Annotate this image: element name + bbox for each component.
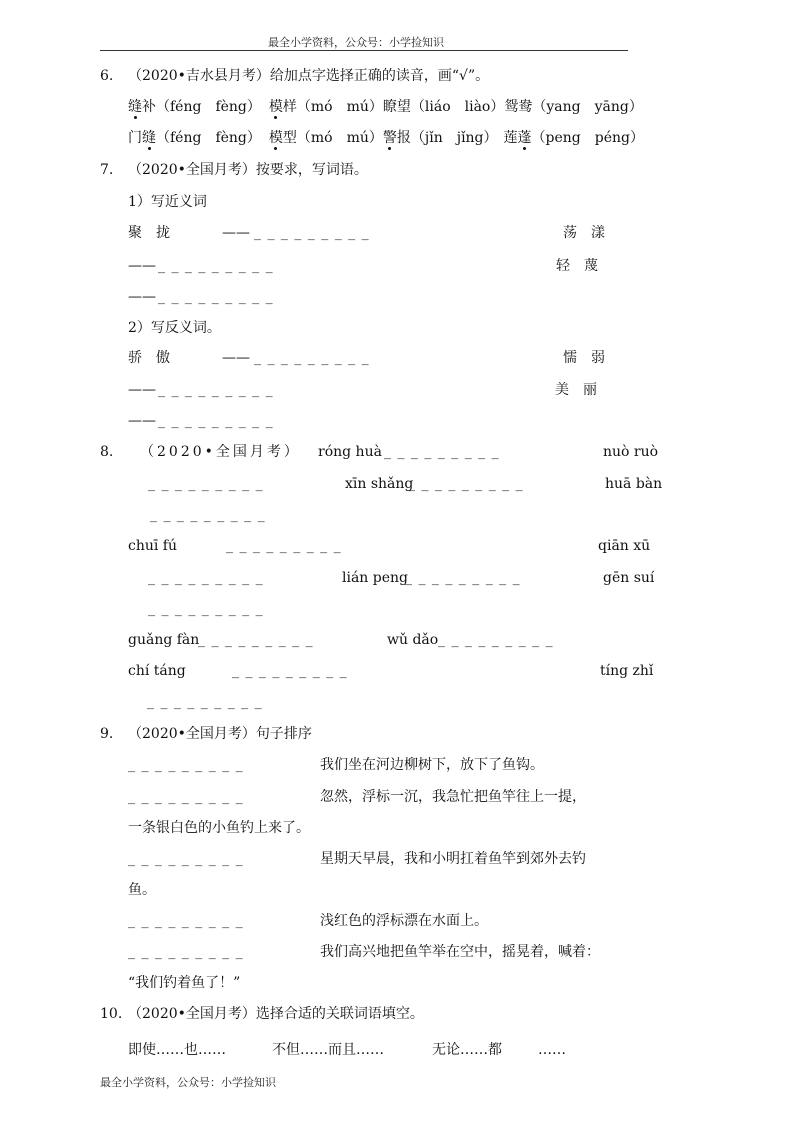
- q7-sub1: 1）写近义词: [128, 194, 207, 210]
- syn-word: 轻 蔑: [556, 258, 598, 274]
- item-rest: 报: [396, 130, 411, 146]
- dash: ——: [128, 289, 156, 305]
- page-footer: 最全小学资料，公众号：小学捡知识: [100, 1076, 276, 1089]
- dotted-char: 警: [382, 130, 397, 146]
- answer-blank[interactable]: _ _ _ _ _ _ _ _ _: [438, 632, 554, 648]
- q7-number: 7.: [100, 162, 114, 178]
- pinyin-word: gēn suí: [603, 570, 655, 586]
- sentence-cont: “我们钓着鱼了！”: [128, 975, 241, 991]
- q6-row1: [128, 97, 643, 117]
- dotted-char: 缝: [128, 99, 142, 115]
- ant-word: 骄 傲: [128, 350, 170, 366]
- ant-word: 美 丽: [555, 382, 597, 398]
- answer-blank[interactable]: _ _ _ _ _ _ _ _ _: [158, 258, 274, 274]
- q6-item: [128, 128, 261, 148]
- q8-stem: （2020•全国月考）: [140, 444, 301, 460]
- q6-item: [128, 97, 261, 117]
- answer-blank[interactable]: _ _ _ _ _ _ _ _ _: [148, 570, 264, 586]
- answer-blank[interactable]: _ _ _ _ _ _ _ _ _: [254, 350, 370, 366]
- pinyin-word: qiān xū: [598, 538, 651, 554]
- sentence: 我们坐在河边柳树下，放下了鱼钩。: [320, 757, 544, 773]
- q9-stem: （2020•全国月考）句子排序: [128, 726, 312, 742]
- page-header: 最全小学资料，公众号：小学捡知识: [268, 36, 444, 49]
- pinyin-word: chí táng: [128, 663, 186, 679]
- q6-row2: [128, 128, 644, 148]
- q6-number: 6.: [100, 68, 114, 84]
- pinyin-word: wǔ dǎo: [387, 632, 439, 648]
- pinyin-word: nuò ruò: [603, 444, 659, 460]
- item-prefix: 门: [128, 130, 142, 146]
- pinyin-word: huā bàn: [605, 476, 663, 492]
- pinyin-word: tíng zhǐ: [600, 663, 654, 679]
- ant-word: 懦 弱: [563, 350, 605, 366]
- q10-stem: （2020•全国月考）选择合适的关联词语填空。: [128, 1006, 424, 1022]
- dotted-char: 模: [268, 130, 283, 146]
- answer-blank[interactable]: _ _ _ _ _ _ _ _ _: [147, 694, 263, 710]
- pinyin-options: （mó mú）: [296, 130, 383, 146]
- q8-number: 8.: [100, 444, 114, 460]
- dash: ——: [128, 382, 156, 398]
- sentence: 星期天早晨，我和小明扛着鱼竿到郊外去钓: [320, 851, 586, 867]
- q6-item: [383, 128, 498, 148]
- answer-blank[interactable]: _ _ _ _ _ _ _ _ _: [158, 289, 274, 305]
- answer-blank[interactable]: _ _ _ _ _ _ _ _ _: [128, 944, 244, 960]
- dash: ——: [222, 350, 250, 366]
- pinyin-options: （féng fèng）: [156, 130, 261, 146]
- pinyin-options: （mó mú）: [296, 99, 383, 115]
- answer-blank[interactable]: _ _ _ _ _ _ _ _ _: [158, 382, 274, 398]
- q10-number: 10.: [100, 1006, 123, 1022]
- sentence-cont: 鱼。: [128, 882, 156, 898]
- q6-item: [383, 97, 504, 117]
- answer-blank[interactable]: _ _ _ _ _ _ _ _ _: [150, 507, 266, 523]
- dash: ——: [128, 413, 156, 429]
- conjunction-option: 不但……而且……: [272, 1042, 384, 1058]
- answer-blank[interactable]: _ _ _ _ _ _ _ _ _: [198, 632, 314, 648]
- pinyin-options: （jǐn jǐng）: [410, 130, 498, 146]
- dotted-char: 模: [268, 99, 283, 115]
- q6-item: [504, 97, 642, 117]
- answer-blank[interactable]: _ _ _ _ _ _ _ _ _: [405, 570, 521, 586]
- pinyin-options: （yang yāng）: [532, 99, 643, 115]
- dotted-char: 蓬: [517, 130, 532, 146]
- answer-blank[interactable]: _ _ _ _ _ _ _ _ _: [128, 789, 244, 805]
- answer-blank[interactable]: _ _ _ _ _ _ _ _ _: [254, 225, 370, 241]
- q9-number: 9.: [100, 726, 114, 742]
- item-rest: 鸳鸯: [504, 99, 533, 115]
- dotted-char: 缝: [142, 130, 156, 146]
- conjunction-option: 即使……也……: [128, 1042, 226, 1058]
- syn-word: 聚 拢: [128, 225, 170, 241]
- pinyin-word: lián peng: [342, 570, 408, 586]
- answer-blank[interactable]: _ _ _ _ _ _ _ _ _: [128, 851, 244, 867]
- dash: ——: [222, 225, 250, 241]
- pinyin-options: （peng péng）: [531, 130, 644, 146]
- sentence: 忽然，浮标一沉，我急忙把鱼竿往上一提，: [320, 789, 586, 805]
- pinyin-options: （féng fèng）: [156, 99, 261, 115]
- item-rest: 瞭望: [382, 99, 411, 115]
- item-prefix: 莲: [503, 130, 518, 146]
- q6-item: [269, 128, 383, 148]
- item-rest: 补: [142, 99, 156, 115]
- q6-item: [269, 97, 383, 117]
- answer-blank[interactable]: _ _ _ _ _ _ _ _ _: [384, 444, 500, 460]
- answer-blank[interactable]: _ _ _ _ _ _ _ _ _: [148, 601, 264, 617]
- answer-blank[interactable]: _ _ _ _ _ _ _ _ _: [128, 757, 244, 773]
- conjunction-option: ……: [538, 1042, 566, 1058]
- q6-stem: （2020•吉水县月考）给加点字选择正确的读音，画“√”。: [128, 68, 490, 84]
- sentence: 浅红色的浮标漂在水面上。: [320, 913, 488, 929]
- q6-item: [504, 128, 644, 148]
- answer-blank[interactable]: _ _ _ _ _ _ _ _ _: [232, 663, 348, 679]
- dash: ——: [128, 258, 156, 274]
- answer-blank[interactable]: _ _ _ _ _ _ _ _ _: [226, 538, 342, 554]
- pinyin-word: chuī fú: [128, 538, 177, 554]
- sentence-cont: 一条银白色的小鱼钓上来了。: [128, 820, 310, 836]
- answer-blank[interactable]: _ _ _ _ _ _ _ _ _: [128, 913, 244, 929]
- pinyin-word: róng huà: [318, 444, 382, 460]
- sentence: 我们高兴地把鱼竿举在空中，摇晃着，喊着：: [320, 944, 600, 960]
- q7-sub2: 2）写反义词。: [128, 320, 221, 336]
- conjunction-option: 无论……都: [432, 1042, 502, 1058]
- item-rest: 样: [282, 99, 297, 115]
- answer-blank[interactable]: _ _ _ _ _ _ _ _ _: [408, 476, 524, 492]
- syn-word: 荡 漾: [563, 225, 605, 241]
- pinyin-word: xīn shǎng: [345, 476, 414, 492]
- q7-stem: （2020•全国月考）按要求，写词语。: [128, 162, 368, 178]
- pinyin-options: （liáo liào）: [410, 99, 505, 115]
- item-rest: 型: [282, 130, 297, 146]
- header-divider: [100, 50, 628, 51]
- answer-blank[interactable]: _ _ _ _ _ _ _ _ _: [158, 413, 274, 429]
- pinyin-word: guǎng fàn: [128, 632, 200, 648]
- answer-blank[interactable]: _ _ _ _ _ _ _ _ _: [148, 476, 264, 492]
